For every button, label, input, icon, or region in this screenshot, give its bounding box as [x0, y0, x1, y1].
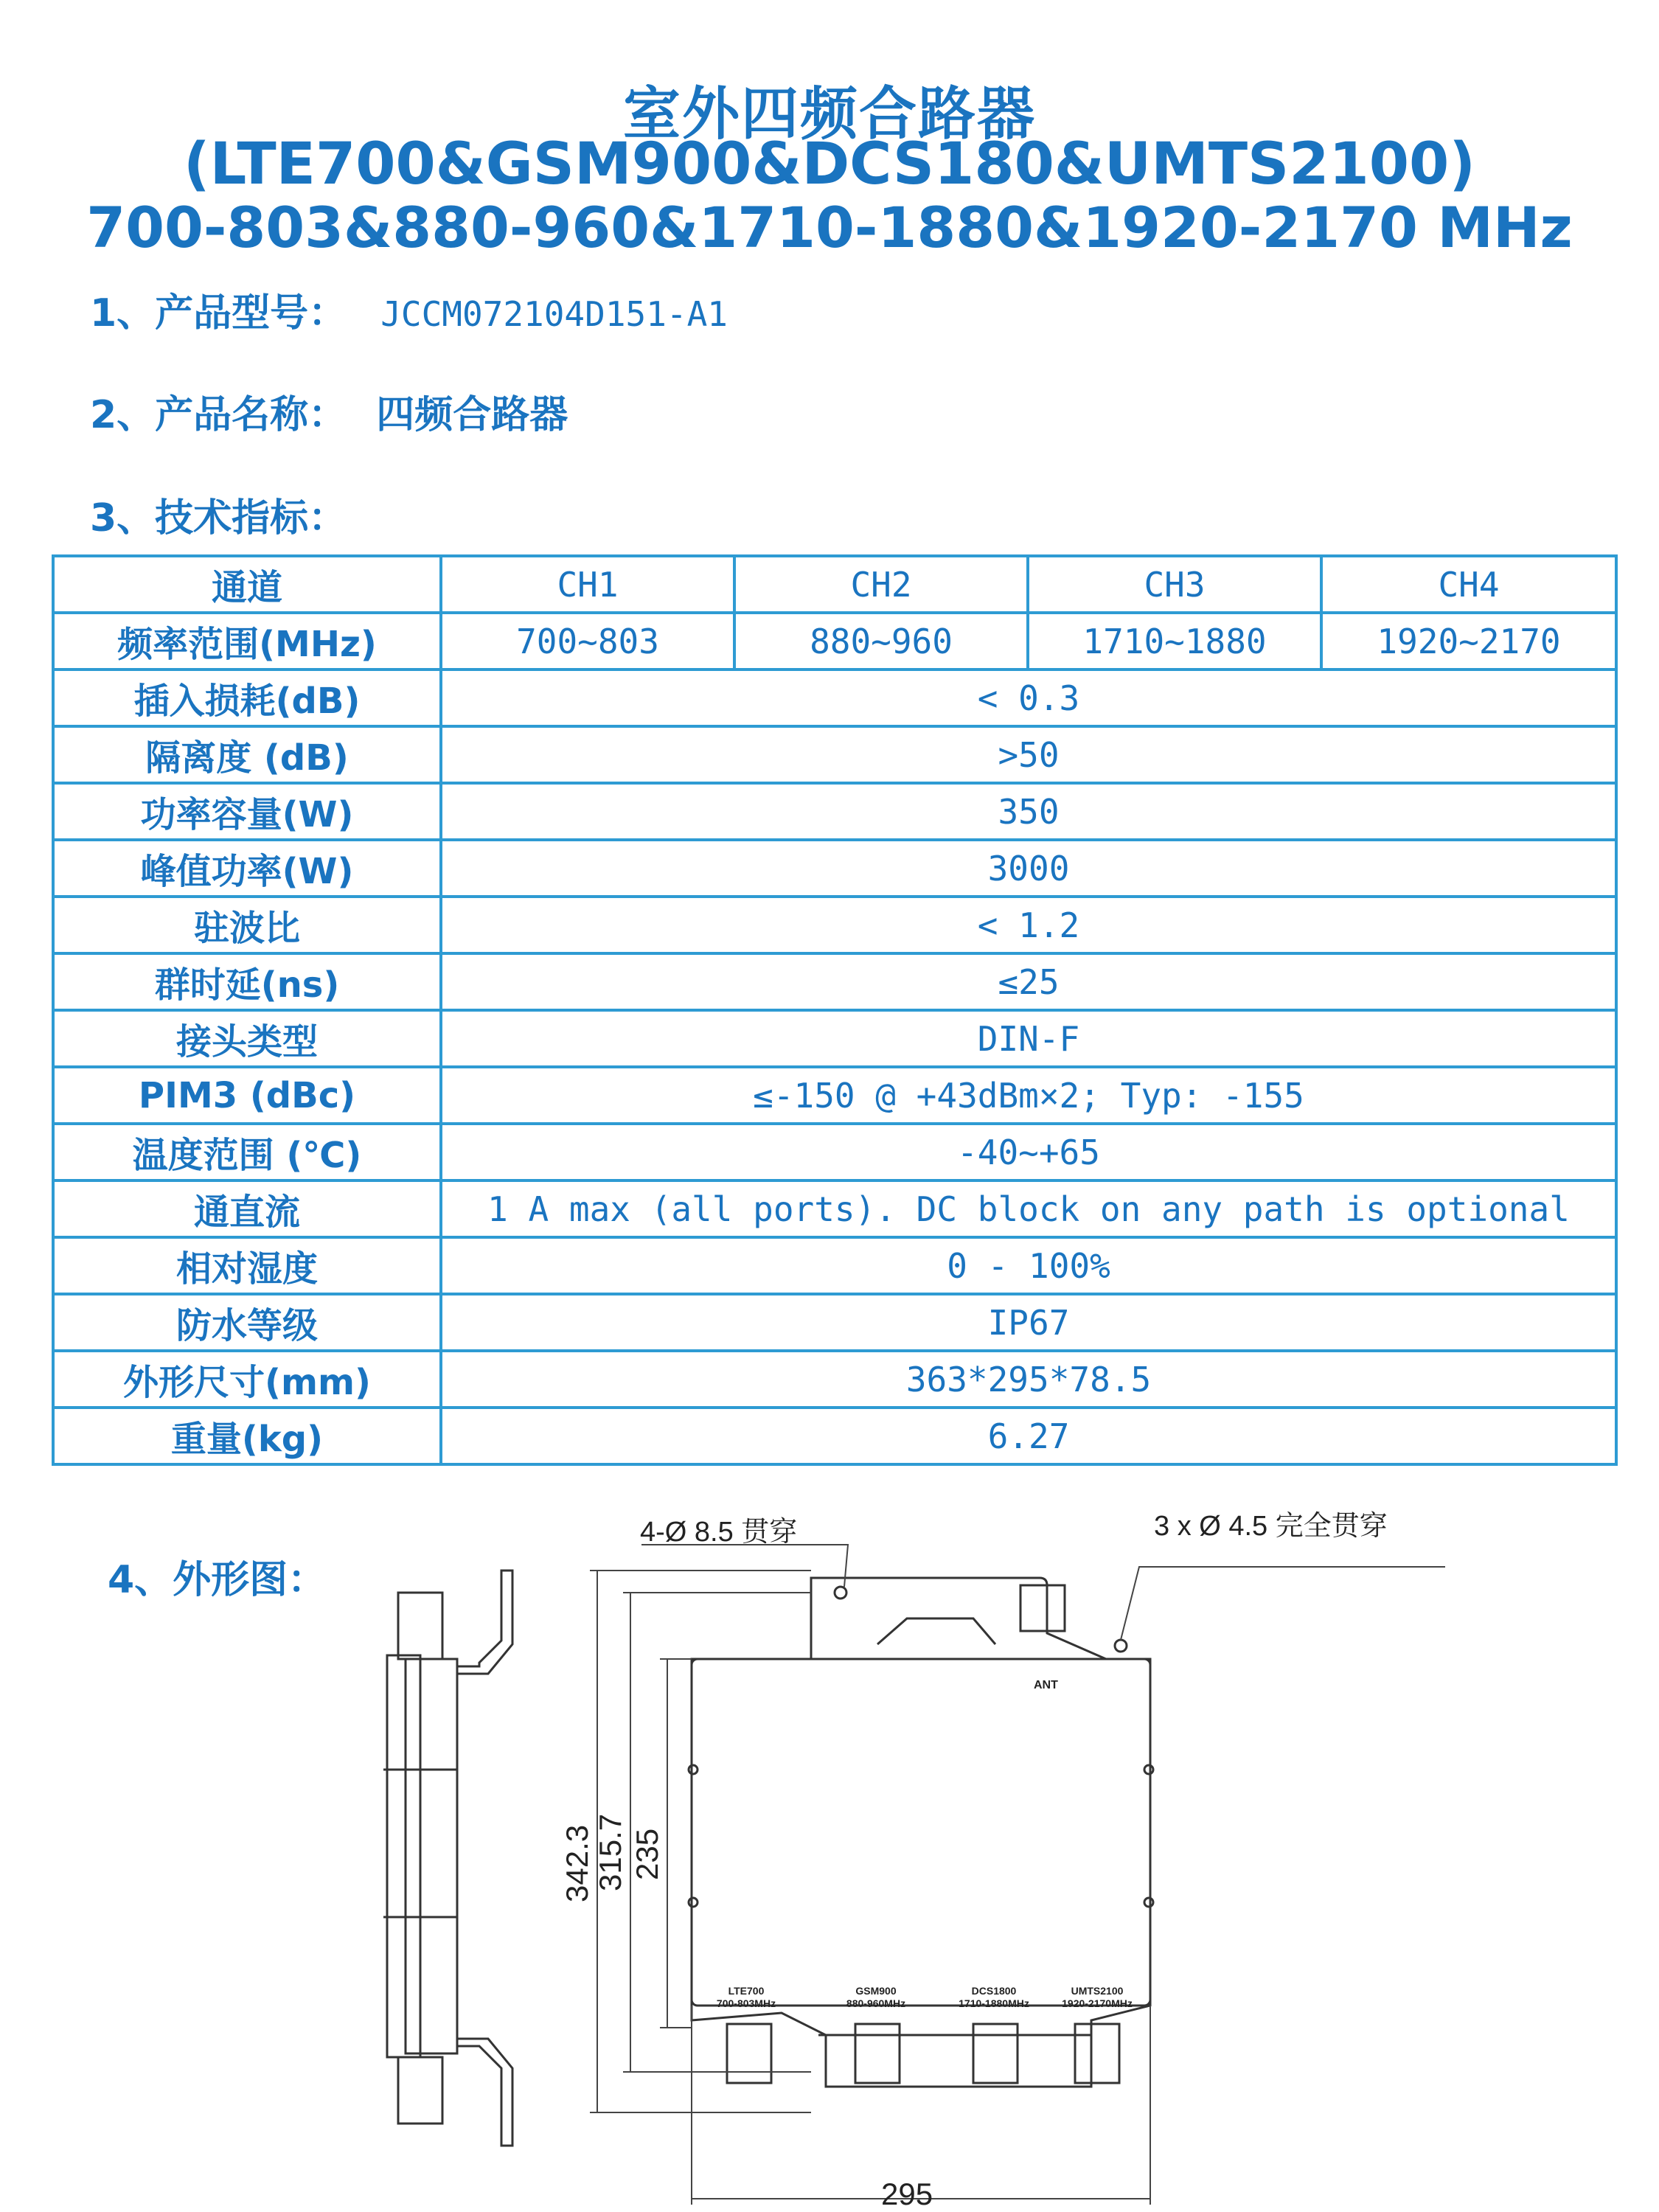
table-row — [53, 1010, 1616, 1067]
table-row — [53, 783, 1616, 840]
dim-width: 295 — [881, 2177, 933, 2211]
dim-height-outer: 342.3 — [560, 1824, 594, 1902]
table-cell: 350 — [441, 783, 1616, 840]
section-product-name-value: 四频合路器 — [376, 393, 568, 437]
table-row — [53, 1351, 1616, 1408]
port-connector-icon — [973, 2024, 1018, 2083]
table-cell: IP67 — [441, 1294, 1616, 1351]
hole-note-right: 3 x Ø 4.5 完全贯穿 — [1154, 1511, 1388, 1542]
section-product-name — [90, 383, 568, 439]
table-cell: < 0.3 — [441, 669, 1616, 726]
port-label: UMTS2100 — [1071, 1985, 1124, 1997]
table-cell: 1 A max (all ports). DC block on any path is optional — [441, 1180, 1616, 1237]
outline-drawing — [0, 1504, 1659, 2212]
table-cell: 363*295*78.5 — [441, 1351, 1616, 1408]
dim-height-mid: 315.7 — [593, 1813, 627, 1891]
table-row — [53, 1124, 1616, 1180]
table-cell: DIN-F — [441, 1010, 1616, 1067]
section-model — [90, 282, 728, 337]
front-view — [692, 1578, 1150, 2087]
port-range: 1920-2170MHz — [1062, 1997, 1133, 2009]
port-range: 700-803MHz — [716, 1997, 776, 2009]
table-row-label: 驻波比 — [53, 897, 441, 953]
table-header-row — [53, 556, 1616, 613]
section-model-label: 1、产品型号： — [90, 291, 347, 335]
section-outline-heading: 4、外形图： — [108, 1558, 327, 1602]
table-row — [53, 953, 1616, 1010]
hole-note-left: 4-Ø 8.5 贯穿 — [640, 1517, 798, 1548]
table-row-label: PIM3 (dBc) — [53, 1067, 441, 1124]
table-row — [53, 1294, 1616, 1351]
doc-subtitle-frequencies: 700-803&880-960&1710-1880&1920-2170 MHz — [86, 195, 1573, 260]
port-range: 880-960MHz — [846, 1997, 906, 2009]
table-cell: 6.27 — [441, 1408, 1616, 1464]
port-range: 1710-1880MHz — [959, 1997, 1029, 2009]
table-row-label: 功率容量(W) — [53, 783, 441, 840]
table-row — [53, 669, 1616, 726]
table-cell: ≤25 — [441, 953, 1616, 1010]
doc-subtitle-bands: (LTE700&GSM900&DCS180&UMTS2100) — [184, 131, 1475, 198]
table-channel-header: CH1 — [441, 556, 734, 613]
port-connector-icon — [1075, 2024, 1119, 2083]
table-row-label: 相对湿度 — [53, 1237, 441, 1294]
doc-title: 室外四频合路器 — [622, 81, 1036, 147]
table-row — [53, 840, 1616, 897]
table-row — [53, 1067, 1616, 1124]
table-row-label: 频率范围(MHz) — [53, 613, 441, 669]
table-cell: 1710~1880 — [1028, 613, 1321, 669]
spec-table — [52, 554, 1618, 1466]
table-header-label: 通道 — [53, 556, 441, 613]
port-connector-icon — [855, 2024, 900, 2083]
port-connector-icon — [727, 2024, 771, 2083]
table-row-label: 通直流 — [53, 1180, 441, 1237]
ant-connector-icon — [1020, 1585, 1065, 1631]
section-product-name-label: 2、产品名称： — [90, 393, 347, 437]
table-row-label: 外形尺寸(mm) — [53, 1351, 441, 1408]
dim-height-inner: 235 — [630, 1828, 664, 1880]
table-row — [53, 1237, 1616, 1294]
table-row-label: 温度范围 (℃) — [53, 1124, 441, 1180]
table-row-label: 隔离度 (dB) — [53, 726, 441, 783]
table-row — [53, 1408, 1616, 1464]
table-cell: ≤-150 @ +43dBm×2; Typ: -155 — [441, 1067, 1616, 1124]
ant-label: ANT — [1034, 1679, 1058, 1691]
table-cell: 3000 — [441, 840, 1616, 897]
port-label: GSM900 — [855, 1985, 897, 1997]
table-cell: < 1.2 — [441, 897, 1616, 953]
table-row-label: 接头类型 — [53, 1010, 441, 1067]
section-model-value: JCCM072104D151-A1 — [380, 294, 728, 334]
table-channel-header: CH3 — [1028, 556, 1321, 613]
table-row — [53, 726, 1616, 783]
table-cell: 880~960 — [734, 613, 1028, 669]
port-label: LTE700 — [728, 1985, 765, 1997]
table-row-label: 峰值功率(W) — [53, 840, 441, 897]
section-specs-heading: 3、技术指标： — [90, 496, 347, 540]
table-cell: 1920~2170 — [1321, 613, 1616, 669]
table-cell: >50 — [441, 726, 1616, 783]
table-row-label: 插入损耗(dB) — [53, 669, 441, 726]
table-cell: 700~803 — [441, 613, 734, 669]
table-row-label: 群时延(ns) — [53, 953, 441, 1010]
table-row — [53, 897, 1616, 953]
table-row-frequency — [53, 613, 1616, 669]
table-channel-header: CH2 — [734, 556, 1028, 613]
table-row-label: 防水等级 — [53, 1294, 441, 1351]
table-channel-header: CH4 — [1321, 556, 1616, 613]
table-cell: -40~+65 — [441, 1124, 1616, 1180]
port-label: DCS1800 — [971, 1985, 1017, 1997]
table-row — [53, 1180, 1616, 1237]
table-row-label: 重量(kg) — [53, 1408, 441, 1464]
table-cell: 0 - 100% — [441, 1237, 1616, 1294]
side-view — [383, 1571, 512, 2146]
